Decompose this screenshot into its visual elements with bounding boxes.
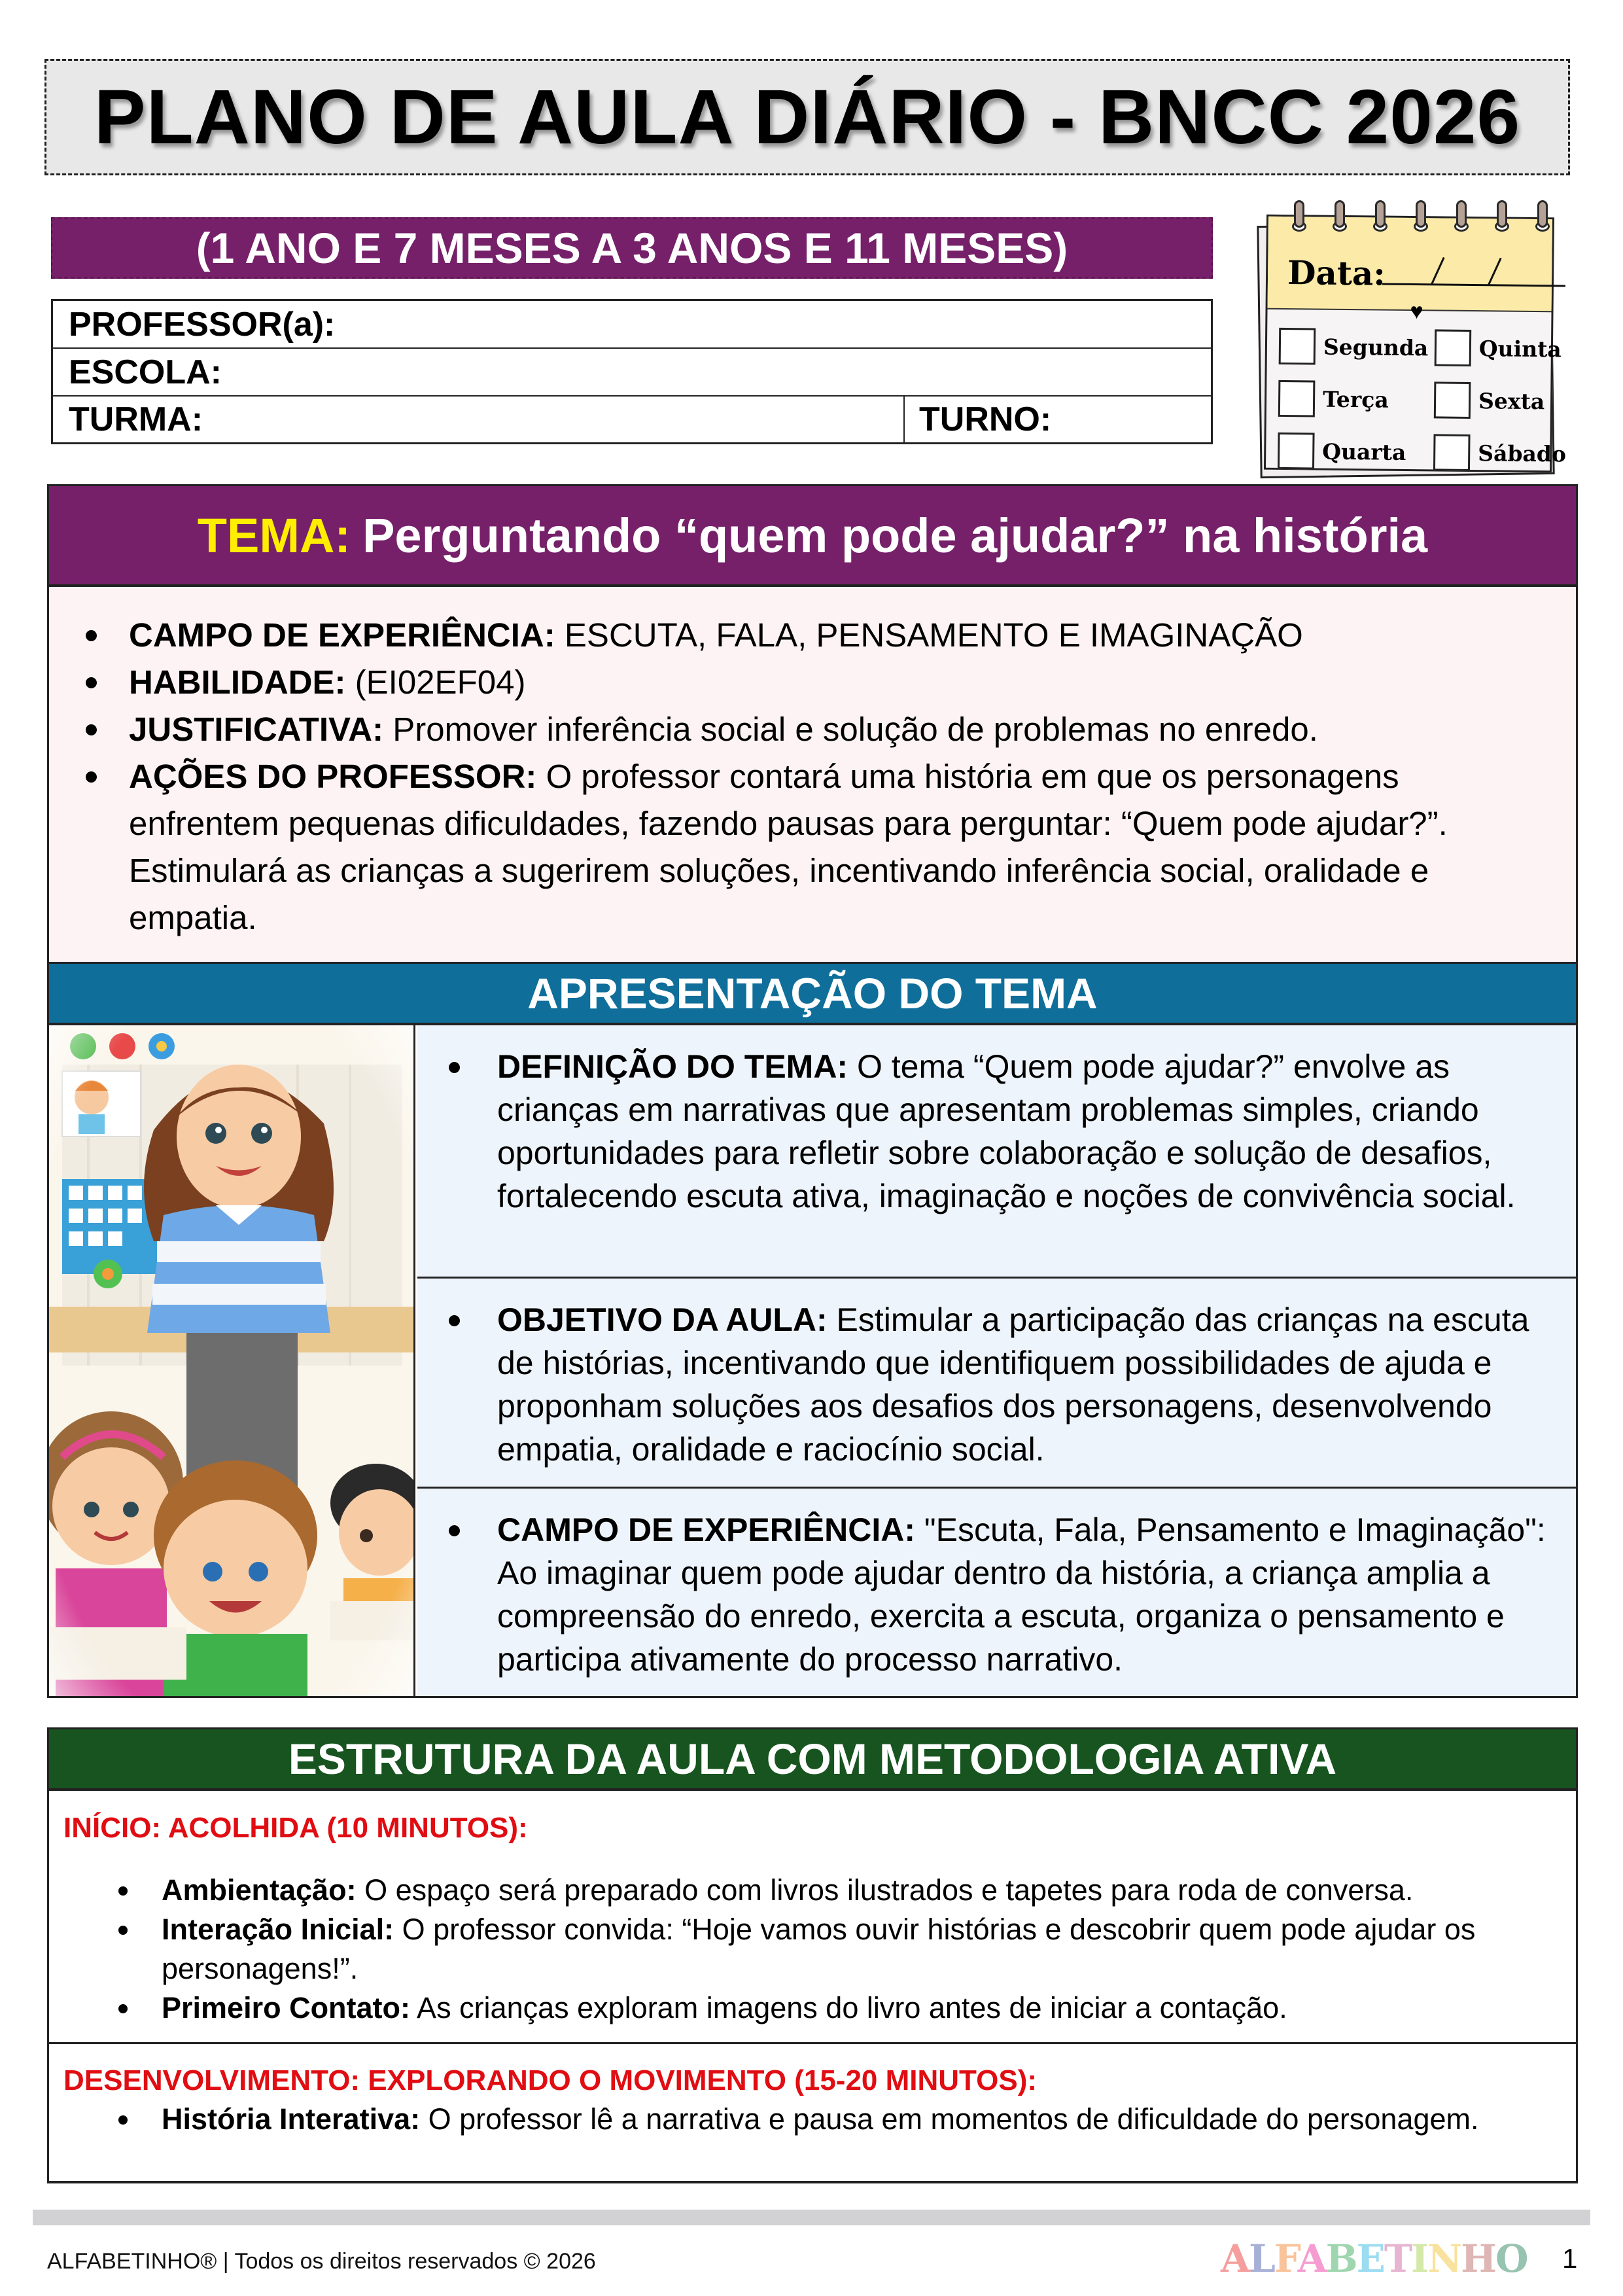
document-title: PLANO DE AULA DIÁRIO - BNCC 2026 [94,74,1521,160]
desenvolvimento-list [49,2100,1522,2139]
estrutura-section [47,1791,1578,2183]
age-range-text: (1 ANO E 7 MESES A 3 ANOS E 11 MESES) [196,224,1068,272]
checkbox-icon[interactable] [1435,329,1472,366]
section-divider [49,2042,1576,2044]
logo-letter: L [1249,2236,1274,2281]
definicao-item: DEFINIÇÃO DO TEMA: O tema “Quem pode ajudar?” envolve as crianças em narrativas que apresentam problemas simples, criando oportunidades para refletir sobre colaboração e solução de desafios, fortalecendo escuta ativa, imaginação e noções de convivência social. [417,1045,1570,1218]
tema-item-campo: CAMPO DE EXPERIÊNCIA: ESCUTA, FALA, PENSAMENTO E IMAGINAÇÃO [49,612,1555,659]
logo-letter: A [1221,2236,1249,2281]
weekday-checklist [1279,328,1567,467]
calendar-widget [1249,190,1567,478]
apresentacao-section [47,1025,1578,1698]
checkbox-icon[interactable] [1434,381,1471,419]
phase-title-desenvolvimento: DESENVOLVIMENTO: EXPLORANDO O MOVIMENTO (15-20 MINUTOS): [63,2064,1038,2096]
list-item: Interação Inicial: O professor convida: “Hoje vamos ouvir histórias e descobrir quem pode ajudar os personagens!”. [49,1910,1522,1988]
tema-item-acoes: AÇÕES DO PROFESSOR: O professor contará uma história em que os personagens enfrentem pequenas dificuldades, fazendo pausas para perguntar: “Quem pode ajudar?”. Estimulará as crianças a sugerirem soluções, incentivando inferência social, oralidade e empatia. [49,753,1555,942]
spiral-ring-icon [1537,200,1548,228]
date-slash-icon [1431,257,1445,285]
weekday-checkbox-terca[interactable]: Terça [1278,380,1389,418]
logo-letter: T [1384,2236,1412,2281]
teacher-children-illustration [49,1025,415,1696]
tema-header [47,484,1578,587]
weekday-checkbox-sexta[interactable]: Sexta [1434,381,1545,419]
date-slash-icon [1488,258,1502,286]
footer-divider [33,2210,1590,2225]
apresentacao-title: APRESENTAÇÃO DO TEMA [527,969,1098,1017]
heart-icon: ♥ [1410,299,1423,325]
logo-letter: F [1274,2236,1298,2281]
logo-letter: E [1356,2236,1384,2281]
tema-label: TEMA: [197,508,351,563]
page-number: 1 [1562,2243,1578,2274]
logo-letter: I [1411,2236,1428,2281]
list-item: Primeiro Contato: As crianças exploram imagens do livro antes de iniciar a contação. [49,1988,1522,2028]
spiral-ring-icon [1294,200,1304,228]
professor-field[interactable] [53,301,1211,349]
logo-letter: A [1297,2236,1326,2281]
definicao-cell [417,1025,1576,1279]
age-range-banner [51,217,1213,279]
teacher-info-form [51,299,1213,444]
spiral-ring-icon [1416,200,1426,228]
campo-experiencia-item: CAMPO DE EXPERIÊNCIA: "Escuta, Fala, Pensamento e Imaginação": Ao imaginar quem pode ajudar dentro da história, a criança amplia a compreensão do enredo, exercita a escuta, organiza o pensamento e participa ativamente do processo narrativo. [417,1508,1570,1681]
classroom-illustration-icon [49,1025,413,1696]
date-input-line[interactable] [1382,283,1565,287]
turno-field[interactable] [903,397,1051,442]
calendar-header [1268,217,1552,325]
document-title-box [44,59,1570,175]
campo-experiencia-cell [417,1489,1576,1696]
date-label: Data: [1287,253,1386,293]
turno-label: TURNO: [919,400,1052,438]
weekday-checkbox-quinta[interactable]: Quinta [1435,329,1562,367]
inicio-list [49,1871,1522,2028]
logo-letter: N [1427,2236,1461,2281]
weekday-checkbox-quarta[interactable]: Quarta [1278,433,1406,470]
logo-letter: H [1461,2236,1495,2281]
alfabetinho-logo [1221,2236,1527,2281]
checkbox-icon[interactable] [1433,434,1471,471]
turma-field[interactable] [53,397,1211,442]
list-item: Ambientação: O espaço será preparado com livros ilustrados e tapetes para roda de conversa. [49,1871,1522,1910]
checkbox-icon[interactable] [1278,433,1315,470]
footer-copyright: ALFABETINHO® | Todos os direitos reservados © 2026 [47,2249,596,2274]
spiral-ring-icon [1456,200,1467,228]
tema-item-justificativa: JUSTIFICATIVA: Promover inferência social e solução de problemas no enredo. [49,706,1555,753]
checkbox-icon[interactable] [1278,380,1316,417]
phase-title-inicio: INÍCIO: ACOLHIDA (10 MINUTOS): [63,1812,528,1844]
weekday-checkbox-sabado[interactable]: Sábado [1433,434,1566,472]
estrutura-title: ESTRUTURA DA AULA COM METODOLOGIA ATIVA [288,1735,1337,1783]
spiral-ring-icon [1335,200,1345,228]
spiral-ring-icon [1375,200,1386,228]
escola-label: ESCOLA: [69,353,222,391]
professor-label: PROFESSOR(a): [69,305,336,344]
turma-label: TURMA: [69,400,203,438]
checkbox-icon[interactable] [1279,328,1316,365]
tema-title: Perguntando “quem pode ajudar?” na história [362,508,1428,563]
list-item: História Interativa: O professor lê a narrativa e pausa em momentos de dificuldade do personagem. [49,2100,1522,2139]
calendar-page [1264,215,1567,473]
logo-letter: B [1325,2236,1357,2281]
logo-letter: O [1495,2236,1527,2281]
tema-item-habilidade: HABILIDADE: (EI02EF04) [49,659,1555,706]
objetivo-item: OBJETIVO DA AULA: Estimular a participação das crianças na escuta de histórias, incentivando que identifiquem possibilidades de ajuda e proponham soluções aos desafios dos personagens, desenvolvendo empatia, oralidade e raciocínio social. [417,1298,1570,1471]
tema-details [47,587,1578,962]
estrutura-header [47,1727,1578,1791]
objetivo-cell [417,1279,1576,1489]
weekday-checkbox-segunda[interactable]: Segunda [1279,328,1429,366]
apresentacao-header [47,962,1578,1025]
spiral-ring-icon [1497,200,1507,228]
escola-field[interactable] [53,349,1211,397]
